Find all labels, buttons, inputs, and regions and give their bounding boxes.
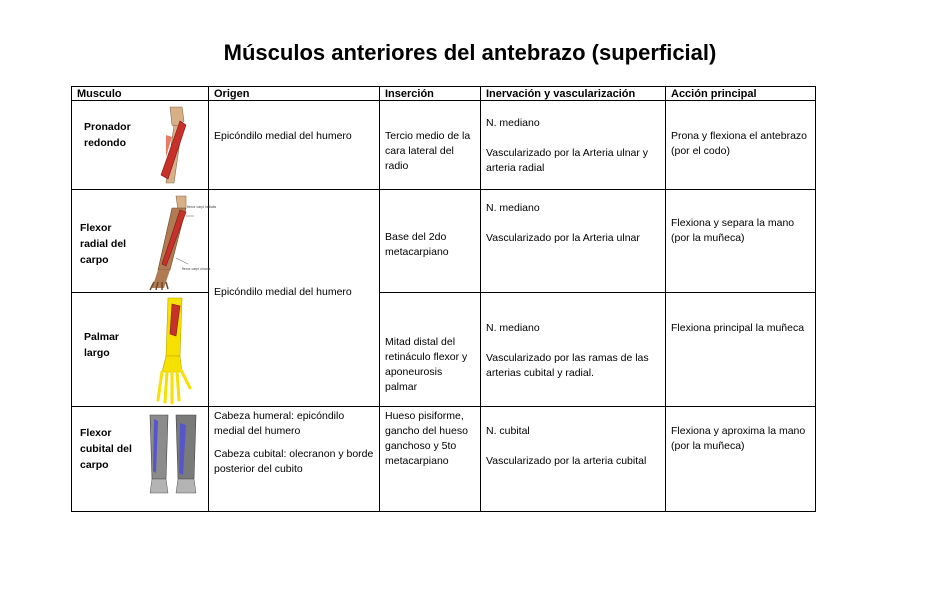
accion-cell: Flexiona y separa la mano (por la muñeca) [666,190,816,293]
accion-cell: Prona y flexiona el antebrazo (por el codo) [666,101,816,190]
muscle-name: Flexor radial del carpo [80,222,127,266]
table-row [72,293,816,407]
muscles-table [71,86,816,512]
flexor-carpi-radialis-illustration [136,194,217,290]
inervacion-cell [481,293,666,407]
insercion-cell: Hueso pisiforme, gancho del hueso ganchoso y 5to metacarpiano [380,407,481,512]
vascular-text: Vascularizado por la Arteria ulnar [486,232,640,244]
nerve-text: N. mediano [486,322,540,334]
origen-cell: Epicóndilo medial del humero [209,101,380,190]
page-title: Músculos anteriores del antebrazo (superficial) [223,40,717,65]
table-row [72,407,816,512]
image-label-ulnaris: flexor carpi ulnaris [182,267,211,271]
muscle-cell-flexor-cubital [72,407,209,512]
header-accion: Acción principal [666,87,816,101]
origen-cell [209,407,380,512]
inervacion-cell [481,407,666,512]
header-origen: Origen [209,87,380,101]
table-row [72,101,816,190]
flexor-carpi-ulnaris-illustration [146,413,202,495]
vascular-text: Vascularizado por las ramas de las arterias cubital y radial. [486,352,649,379]
insercion-cell: Tercio medio de la cara lateral del radio [380,101,481,190]
muscle-name: Palmar largo [84,331,120,359]
vascular-text: Vascularizado por la arteria cubital [486,455,647,467]
muscle-cell-flexor-radial [72,190,217,293]
muscle-name: Flexor cubital del carpo [80,427,132,471]
accion-cell: Flexiona y aproxima la mano (por la muñeca) [666,407,816,512]
header-inervacion: Inervación y vascularización [481,87,666,101]
accion-cell: Flexiona principal la muñeca [666,293,816,407]
header-musculo: Musculo [72,87,209,101]
table-row [72,190,816,293]
origen-cell-shared: Epicóndilo medial del humero [209,190,380,407]
palmaris-longus-illustration [150,296,196,404]
inervacion-cell [481,190,666,293]
origen-humeral-text: Cabeza humeral: epicóndilo medial del humero [214,410,345,437]
header-insercion: Inserción [380,87,481,101]
nerve-text: N. mediano [486,202,540,214]
insercion-cell: Mitad distal del retináculo flexor y aponeurosis palmar [380,293,481,407]
muscle-name: Pronador redondo [84,121,131,149]
insercion-cell: Base del 2do metacarpiano [380,190,481,293]
vascular-text: Vascularizado por la Arteria ulnar y arteria radial [486,147,649,174]
image-label-radialis: flexor carpi radialis [187,205,217,209]
muscle-cell-pronador [72,101,209,190]
inervacion-cell [481,101,666,190]
nerve-text: N. cubital [486,425,530,437]
origen-cubital-text: Cabeza cubital: olecranon y borde posterior del cubito [214,448,374,475]
nerve-text: N. mediano [486,117,540,129]
table-header-row [72,87,816,101]
muscle-cell-palmar-largo [72,293,209,407]
pronator-teres-illustration [152,105,196,185]
